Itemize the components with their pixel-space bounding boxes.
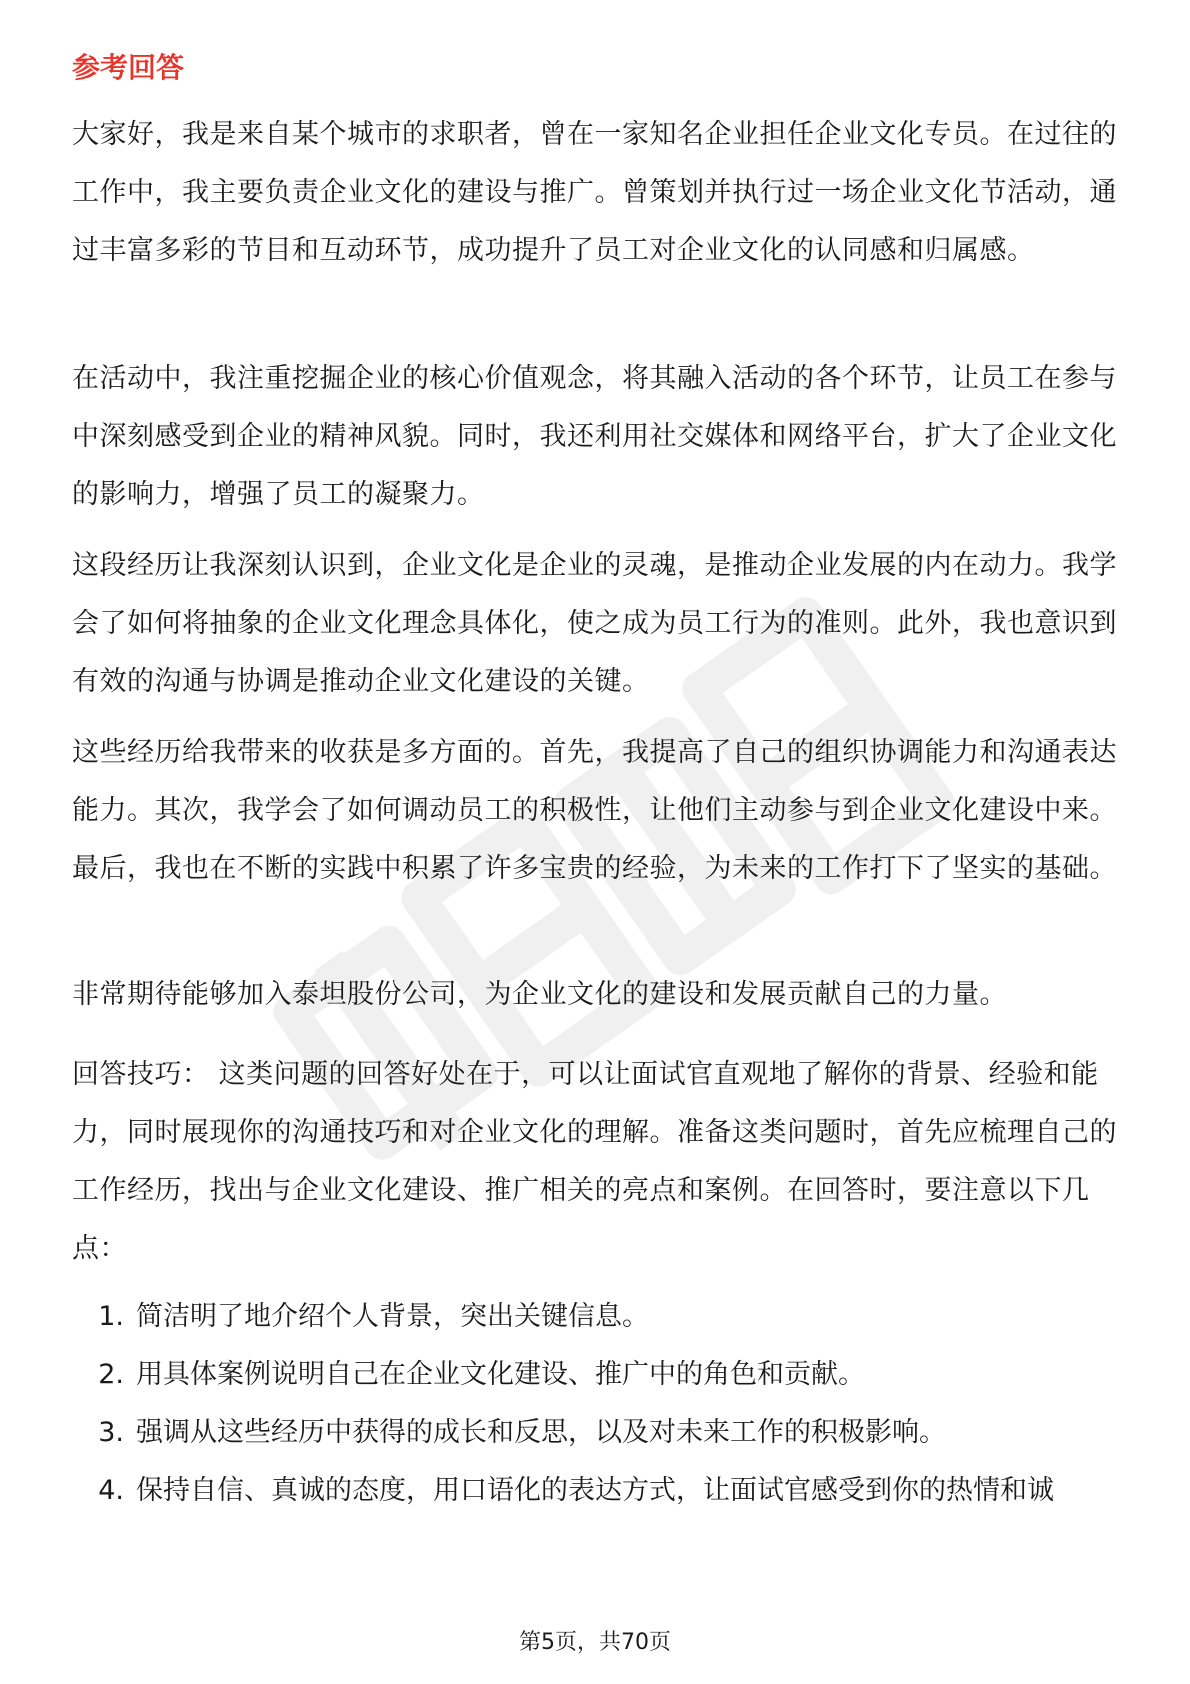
paragraph-gains: 这些经历给我带来的收获是多方面的。首先，我提高了自己的组织协调能力和沟通表达能力。其次，我学会了如何调动员工的积极性，让他们主动参与到企业文化建设中来。最后，我也在不断的实践中积累了许多宝贵的经验，为未来的工作打下了坚实的基础。 xyxy=(72,737,1117,884)
list-text: 用具体案例说明自己在企业文化建设、推广中的角色和贡献。 xyxy=(136,1359,865,1390)
list-number: 3. xyxy=(98,1417,124,1448)
paragraph-closing: 非常期待能够加入泰坦股份公司，为企业文化的建设和发展贡献自己的力量。 xyxy=(72,979,1007,1010)
paragraph-insight: 这段经历让我深刻认识到，企业文化是企业的灵魂，是推动企业发展的内在动力。我学会了如何将抽象的企业文化理念具体化，使之成为员工行为的准则。此外，我也意识到有效的沟通与协调是推动企业文化建设的关键。 xyxy=(72,550,1117,697)
list-item xyxy=(72,1404,1124,1462)
page-number: 第5页，共70页 xyxy=(519,1630,671,1655)
list-number: 2. xyxy=(98,1359,124,1390)
list-item xyxy=(72,1346,1124,1404)
section-heading: 参考回答 xyxy=(72,51,185,84)
list-item xyxy=(72,1288,1124,1346)
paragraph-activity: 在活动中，我注重挖掘企业的核心价值观念，将其融入活动的各个环节，让员工在参与中深刻感受到企业的精神风貌。同时，我还利用社交媒体和网络平台，扩大了企业文化的影响力，增强了员工的凝聚力。 xyxy=(72,363,1117,510)
tips-list xyxy=(72,1288,1124,1520)
list-item xyxy=(72,1462,1124,1520)
list-number: 1. xyxy=(98,1301,124,1332)
paragraph-intro: 大家好，我是来自某个城市的求职者，曾在一家知名企业担任企业文化专员。在过往的工作中，我主要负责企业文化的建设与推广。曾策划并执行过一场企业文化节活动，通过丰富多彩的节目和互动环节，成功提升了员工对企业文化的认同感和归属感。 xyxy=(72,119,1117,266)
list-number: 4. xyxy=(98,1475,124,1506)
list-text: 保持自信、真诚的态度，用口语化的表达方式，让面试官感受到你的热情和诚 xyxy=(136,1475,1054,1506)
list-text: 简洁明了地介绍个人背景，突出关键信息。 xyxy=(136,1301,649,1332)
paragraph-tips: 回答技巧： 这类问题的回答好处在于，可以让面试官直观地了解你的背景、经验和能力，同时展现你的沟通技巧和对企业文化的理解。准备这类问题时，首先应梳理自己的工作经历，找出与企业文化建设、推广相关的亮点和案例。在回答时，要注意以下几点： xyxy=(72,1059,1117,1264)
list-text: 强调从这些经历中获得的成长和反思，以及对未来工作的积极影响。 xyxy=(136,1417,946,1448)
